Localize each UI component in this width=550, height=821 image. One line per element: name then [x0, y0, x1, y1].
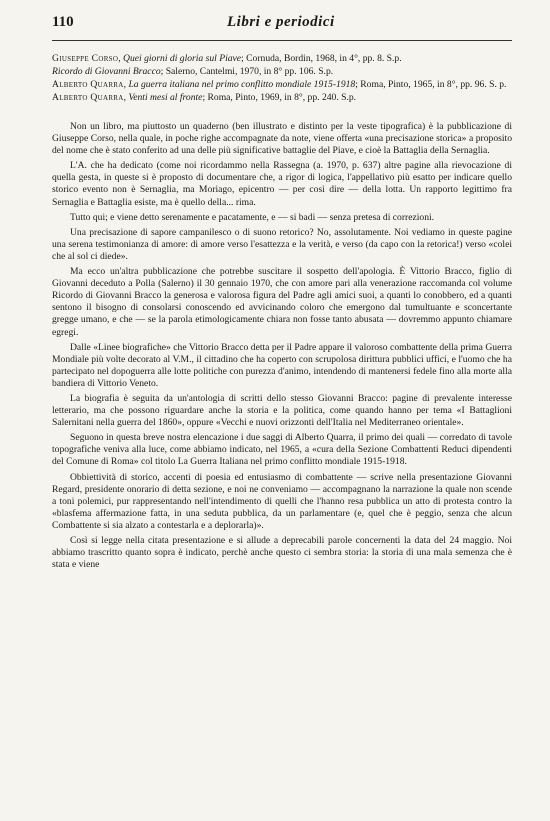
bibliography-entry: Alberto Quarra, La guerra italiana nel primo conflitto mondiale 1915-1918; Roma, Pinto, 1965, in 8°, pp. 96. S. p.: [52, 79, 507, 90]
paragraph: Una precisazione di sapore campanilesco o di suono retorico? No, assolutamente. Noi vediamo in queste pagine una serena testimonianza di amore: di amore verso l'esattezza e la verità, e verso (da capo con la retorica!) verso «colei che al sol ci diede».: [52, 226, 512, 262]
paragraph: Tutto qui; e viene detto serenamente e pacatamente, e — si badi — senza pretesa di correzioni.: [70, 211, 435, 223]
paragraph: Così si legge nella citata presentazione e si allude a deprecabili parole concernenti la data del 24 maggio. Noi abbiamo trascritto quanto sopra è indicato, perchè anche questo ci sembra storia: la storia di una mala semenza che è stata e viene: [52, 535, 512, 571]
page-header: [52, 14, 512, 41]
entry-author: Alberto Quarra: [52, 79, 124, 90]
bibliography-entry: Alberto Quarra, Venti mesi al fronte; Roma, Pinto, 1969, in 8°, pp. 240. S.p.: [52, 92, 357, 103]
paragraph: Non un libro, ma piuttosto un quaderno (ben illustrato e distinto per la veste tipografica) è la pubblicazione di Giuseppe Corso, nella quale, in poche righe accompagnate da note, viene offerta «una precisazione storica» a proposito del nome che è stato conferito ad una delle più significative battaglie del Piave, e cioè la Battaglia della Sernaglia.: [52, 121, 512, 157]
paragraph: Seguono in questa breve nostra elencazione i due saggi di Alberto Quarra, il primo dei quali — corredato di tavole topografiche veniva alla luce, come abbiamo indicato, nel 1965, a «cura della Sezione Combattenti Reduci dipendenti del Comune di Roma» col titolo La Guerra Italiana nel primo conflitto mondiale 1915-1918.: [52, 432, 512, 468]
entry-author: Giuseppe Corso: [52, 53, 119, 64]
entry-author: Alberto Quarra: [52, 92, 124, 103]
bibliography: [52, 53, 512, 104]
entry-title: Ricordo di Giovanni Bracco: [52, 66, 161, 77]
running-title: Libri e periodici: [227, 14, 335, 30]
entry-details: ; Roma, Pinto, 1965, in 8°, pp. 96. S. p.: [355, 79, 507, 90]
entry-title: Quei giorni di gloria sul Piave: [123, 53, 242, 64]
paragraph: Ma ecco un'altra pubblicazione che potrebbe suscitare il sospetto dell'apologia. È Vittorio Bracco, figlio di Giovanni deceduto a Polla (Salerno) il 30 gennaio 1970, che con amore pari alla venerazione raccomanda col volume Ricordo di Giovanni Bracco la generosa e valorosa figura del Padre agli amici suoi, a quanti lo conobbero, ed a quanti sentono il bisogno di consolarsi conoscendo ed avvicinando coloro che emergono dal tumultuante e sconcertante gregge umano, e che — se la parola etimologicamente chiara non fosse tanto abusata — dovremmo appunto chiamare egregi.: [52, 266, 512, 338]
entry-details: ; Salerno, Cantelmi, 1970, in 8° pp. 106. S.p.: [160, 66, 334, 77]
bibliography-entry: Giuseppe Corso, Quei giorni di gloria sul Piave; Cornuda, Bordin, 1968, in 4°, pp. 8. S.p.: [52, 53, 402, 64]
bibliography-entry: [52, 66, 512, 78]
review-body: [52, 121, 512, 571]
entry-title: Venti mesi al fronte: [128, 92, 203, 103]
page-number: 110: [52, 14, 74, 30]
paragraph: L'A. che ha dedicato (come noi ricordammo nella Rassegna (a. 1970, p. 637) altre pagine alla rievocazione di quella gesta, in queste si è proposto di documentare che, a rigor di logica, l'appellativo più esatto per indicare quello storico evento non è Sernaglia, ma Moriago, epicentro — per così dire — della lotta. Un rapporto legittimo fra Sernaglia e Battaglia esiste, ma è quello della... rima.: [52, 160, 512, 208]
entry-title: La guerra italiana nel primo conflitto mondiale 1915-1918: [128, 79, 356, 90]
paragraph: La biografia è seguita da un'antologia di scritti dello stesso Giovanni Bracco: pagine di prevalente interesse letterario, ma che possono riguardare anche la storia e la politica, come quando hanno per tema «I Battaglioni Salernitani nella guerra del 1860», oppure «Vecchi e nuovi orizzonti dell'Italia nel Mediterraneo orientale».: [52, 392, 512, 429]
paragraph: Obbiettività di storico, accenti di poesia ed entusiasmo di combattente — scrive nella presentazione Giovanni Regard, presidente onorario di detta sezione, e noi ne conveniamo — accompagnano la narrazione la quale non scende a toni polemici, pur rappresentando nell'intendimento di quelli che l'hanno resa pubblica un atto di protesta contro la «blasfema affermazione fatta, in una seduta pubblica, da un parlamentare (e, quel che è peggio, senza che alcun Combattente si sia alzato a contestarla e a deplorarla)».: [52, 471, 512, 531]
entry-details: ; Roma, Pinto, 1969, in 8°, pp. 240. S.p.: [202, 92, 357, 103]
paragraph: Dalle «Linee biografiche» che Vittorio Bracco detta per il Padre appare il valoroso combattente della prima Guerra Mondiale più volte decorato al V.M., il cittadino che ha coperto con scrupolosa dirittura pubblici uffici, e l'uomo che ha partecipato nel dopoguerra alle lotte politiche con purezza d'animo, intendendo di mantenersi fedele fino alla morte alla bandiera di Vittorio Veneto.: [52, 341, 512, 389]
entry-details: ; Cornuda, Bordin, 1968, in 4°, pp. 8. S.p.: [241, 53, 402, 64]
